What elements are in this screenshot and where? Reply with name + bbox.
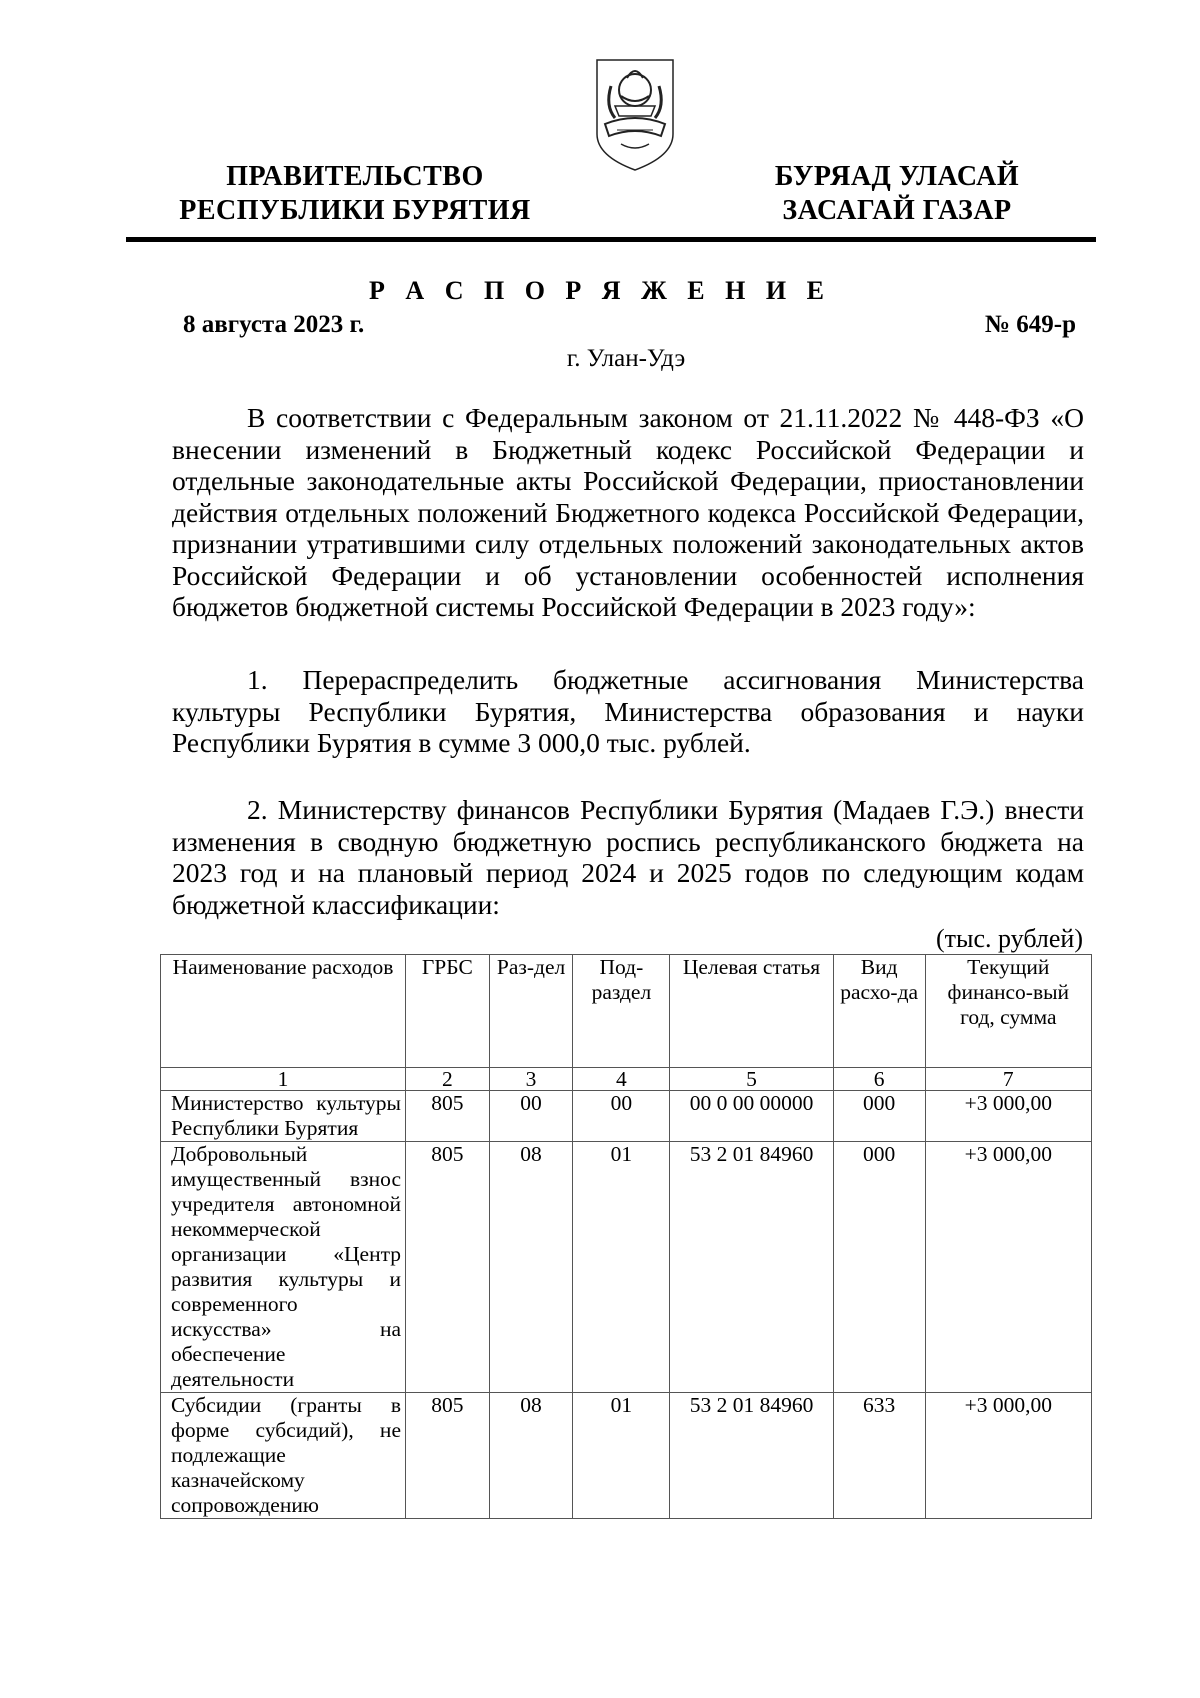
section-cell: 08 [489,1393,573,1519]
column-number: 5 [670,1068,833,1091]
column-header: Наименование расходов [161,955,406,1068]
expense-type-cell: 000 [833,1091,925,1142]
grbs-cell: 805 [406,1091,490,1142]
government-name-buryat [752,160,1042,228]
expense-name-cell: Субсидии (гранты в форме субсидий), не подлежащие казначейскому сопровождению [161,1393,406,1519]
column-number: 2 [406,1068,490,1091]
grbs-cell: 805 [406,1393,490,1519]
table-row [161,1142,1092,1393]
subsection-cell: 01 [573,1142,670,1393]
expense-name-cell: Добровольный имущественный взнос учредителя автономной некоммерческой организации «Центр развития культуры и современного искусства» на обеспечение деятельности [161,1142,406,1393]
section-cell: 00 [489,1091,573,1142]
expense-type-cell: 000 [833,1142,925,1393]
column-header: Раз-дел [489,955,573,1068]
expense-type-cell: 633 [833,1393,925,1519]
coat-of-arms-emblem [591,56,679,174]
government-name-buryat-line2: ЗАСАГАЙ ГАЗАР [782,195,1012,226]
column-header: Текущий финансо-вый год, сумма [925,955,1091,1068]
target-article-cell: 53 2 01 84960 [670,1142,833,1393]
preamble-paragraph [172,402,1084,623]
column-number: 1 [161,1068,406,1091]
amount-cell: +3 000,00 [925,1393,1091,1519]
target-article-cell: 00 0 00 00000 [670,1091,833,1142]
clause-2-paragraph [172,794,1084,920]
preamble-text: В соответствии с Федеральным законом от 21.11.2022 № 448-ФЗ «О внесении изменений в Бюджетный кодекс Российской Федерации и отдельные законодательные акты Российской Федерации, приостановлении действия отдельных положений Бюджетного кодекса Российской Федерации, признании утратившими силу отдельных положений законодательных актов Российской Федерации и об установлении особенностей исполнения бюджетов бюджетной системы Российской Федерации в 2023 году»: [172,402,1084,622]
column-number-row [161,1068,1092,1091]
document-title: Р А С П О Р Я Ж Е Н И Е [369,276,831,305]
government-name-russian [170,160,540,228]
grbs-cell: 805 [406,1142,490,1393]
clause-2-text: 2. Министерству финансов Республики Бурятия (Мадаев Г.Э.) внести изменения в сводную бюджетную роспись республиканского бюджета на 2023 год и на плановый период 2024 и 2025 годов по следующим кодам бюджетной классификации: [172,794,1084,920]
budget-table [160,954,1092,1519]
expense-name-cell: Министерство культуры Республики Бурятия [161,1091,406,1142]
table-header-row [161,955,1092,1068]
clause-1-text: 1. Перераспределить бюджетные ассигнования Министерства культуры Республики Бурятия, Министерства образования и науки Республики Бурятия в сумме 3 000,0 тыс. рублей. [172,664,1084,758]
government-name-buryat-line1: БУРЯАД УЛАСАЙ [774,161,1020,192]
table-row [161,1393,1092,1519]
units-label: (тыс. рублей) [935,924,1083,953]
amount-cell: +3 000,00 [925,1142,1091,1393]
column-number: 7 [925,1068,1091,1091]
column-header: Целевая статья [670,955,833,1068]
amount-cell: +3 000,00 [925,1091,1091,1142]
document-city: г. Улан-Удэ [566,345,686,372]
column-number: 6 [833,1068,925,1091]
government-name-line1: ПРАВИТЕЛЬСТВО [226,161,484,192]
column-header: ГРБС [406,955,490,1068]
header-divider [126,237,1096,242]
document-date: 8 августа 2023 г. [183,311,365,338]
clause-1-paragraph [172,664,1084,759]
subsection-cell: 00 [573,1091,670,1142]
column-header: Под-раздел [573,955,670,1068]
column-number: 3 [489,1068,573,1091]
column-header: Вид расхо-да [833,955,925,1068]
document-number: № 649-р [984,311,1076,338]
table-row [161,1091,1092,1142]
section-cell: 08 [489,1142,573,1393]
subsection-cell: 01 [573,1393,670,1519]
target-article-cell: 53 2 01 84960 [670,1393,833,1519]
government-name-line2: РЕСПУБЛИКИ БУРЯТИЯ [179,195,531,226]
column-number: 4 [573,1068,670,1091]
